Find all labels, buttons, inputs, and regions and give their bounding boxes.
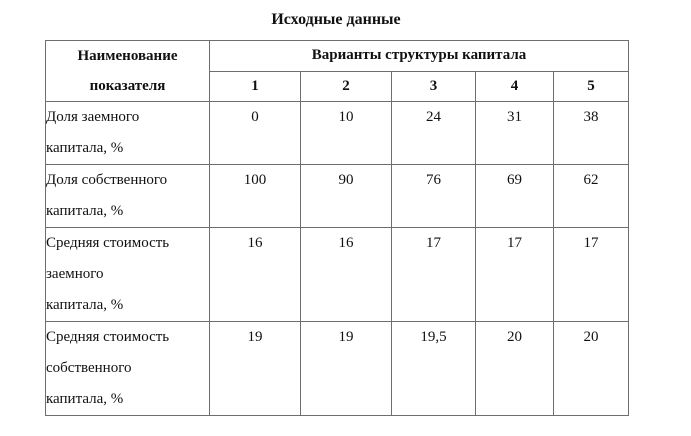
capital-structure-table: [45, 40, 629, 416]
row-label-line: Доля заемного: [46, 109, 140, 125]
variant-header-1: 1: [210, 71, 301, 102]
row-label-line: собственного: [46, 360, 132, 376]
table-cell: 17: [392, 228, 476, 322]
row-label-line: капитала, %: [46, 140, 124, 156]
table-cell: 62: [554, 165, 629, 228]
table-cell: 38: [554, 102, 629, 165]
table-cell: 100: [210, 165, 301, 228]
table-cell: 20: [554, 322, 629, 416]
table-cell: 24: [392, 102, 476, 165]
table-row: [46, 322, 629, 416]
table-cell: 19: [301, 322, 392, 416]
table-cell: 10: [301, 102, 392, 165]
variants-group-header: Варианты структуры капитала: [210, 41, 629, 72]
table-cell: 19,5: [392, 322, 476, 416]
row-label-line: Средняя стоимость: [46, 329, 170, 345]
table-cell: 69: [476, 165, 554, 228]
table-cell: 16: [301, 228, 392, 322]
row-label: [46, 228, 210, 322]
row-label-line: Доля собственного: [46, 172, 168, 188]
table-cell: 76: [392, 165, 476, 228]
table-cell: 17: [476, 228, 554, 322]
row-label-line: заемного: [46, 266, 104, 282]
table-cell: 31: [476, 102, 554, 165]
indicator-name-header: [46, 41, 210, 102]
table-cell: 17: [554, 228, 629, 322]
row-label-line: капитала, %: [46, 297, 124, 313]
table-cell: 90: [301, 165, 392, 228]
variant-header-5: 5: [554, 71, 629, 102]
indicator-name-header-line2: показателя: [89, 78, 166, 94]
row-label-line: капитала, %: [46, 203, 124, 219]
table-cell: 16: [210, 228, 301, 322]
row-label: [46, 102, 210, 165]
table-cell: 20: [476, 322, 554, 416]
table-row: [46, 102, 629, 165]
row-label-line: капитала, %: [46, 391, 124, 407]
table-row: [46, 165, 629, 228]
variant-header-3: 3: [392, 71, 476, 102]
variant-header-4: 4: [476, 71, 554, 102]
table-cell: 19: [210, 322, 301, 416]
document-title: Исходные данные: [271, 11, 401, 28]
indicator-name-header-line1: Наименование: [77, 48, 178, 64]
table-cell: 0: [210, 102, 301, 165]
row-label: [46, 165, 210, 228]
row-label-line: Средняя стоимость: [46, 235, 170, 251]
variant-header-2: 2: [301, 71, 392, 102]
table-row: [46, 228, 629, 322]
row-label: [46, 322, 210, 416]
